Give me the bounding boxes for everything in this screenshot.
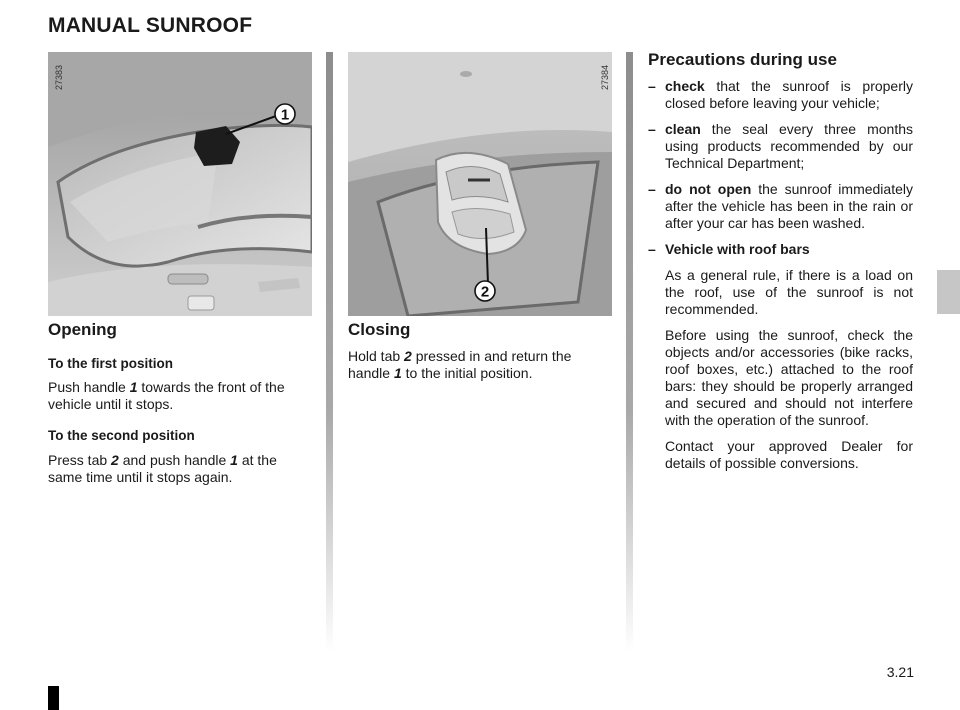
first-position-text: Push handle 1 towards the front of the vehicle until it stops. (48, 379, 285, 412)
roof-bars-paragraph: As a general rule, if there is a load on the roof, use of the sunroof is not recommended. (665, 267, 913, 317)
second-position-subheading: To the second position (48, 428, 195, 443)
roof-bars-paragraph: Before using the sunroof, check the objects and/or accessories (bike racks, roof boxes, etc.) attached to the roof bars: they should be properly arranged and secured and should not interfere with the operation of the sunroof. (665, 327, 913, 428)
page-title: MANUAL SUNROOF (48, 14, 253, 37)
figure-ref-right: 27384 (600, 64, 610, 90)
precaution-item-check: – check that the sunroof is properly closed before leaving your vehicle; (648, 78, 913, 111)
callout-label-1: 1 (280, 106, 290, 124)
sunroof-tab-photo (348, 52, 612, 316)
roof-bars-paragraph: Contact your approved Dealer for details of possible conversions. (665, 438, 913, 471)
closing-heading: Closing (348, 320, 411, 339)
sunroof-tab-illustration (348, 52, 612, 316)
corner-mark (48, 686, 59, 710)
opening-heading: Opening (48, 320, 117, 339)
precaution-item-clean: – clean the seal every three months using products recommended by our Technical Department; (648, 121, 913, 171)
callout-label-2: 2 (480, 283, 490, 301)
sunroof-handle-illustration (48, 52, 312, 316)
precautions-list (648, 78, 913, 481)
tab-ref: 2 (111, 452, 119, 468)
figure-ref-left: 27383 (54, 64, 64, 90)
chapter-tab (937, 270, 960, 314)
first-position-subheading: To the first position (48, 356, 173, 371)
handle-ref: 1 (230, 452, 238, 468)
handle-ref: 1 (129, 379, 138, 395)
tab-ref: 2 (404, 348, 412, 364)
sunroof-handle-photo (48, 52, 312, 316)
column-divider-right (626, 52, 633, 652)
handle-ref: 1 (393, 365, 402, 381)
closing-text: Hold tab 2 pressed in and return the handle 1 to the initial position. (348, 348, 572, 381)
precaution-item-do-not-open: – do not open the sunroof immediately after the vehicle has been in the rain or after your car has been washed. (648, 181, 913, 231)
page-number: 3.21 (886, 664, 914, 680)
precaution-item-roof-bars: – Vehicle with roof bars (648, 241, 810, 257)
second-position-text: Press tab 2 and push handle 1 at the same time until it stops again. (48, 452, 277, 485)
precautions-heading: Precautions during use (648, 50, 837, 69)
column-divider-left (326, 52, 333, 652)
